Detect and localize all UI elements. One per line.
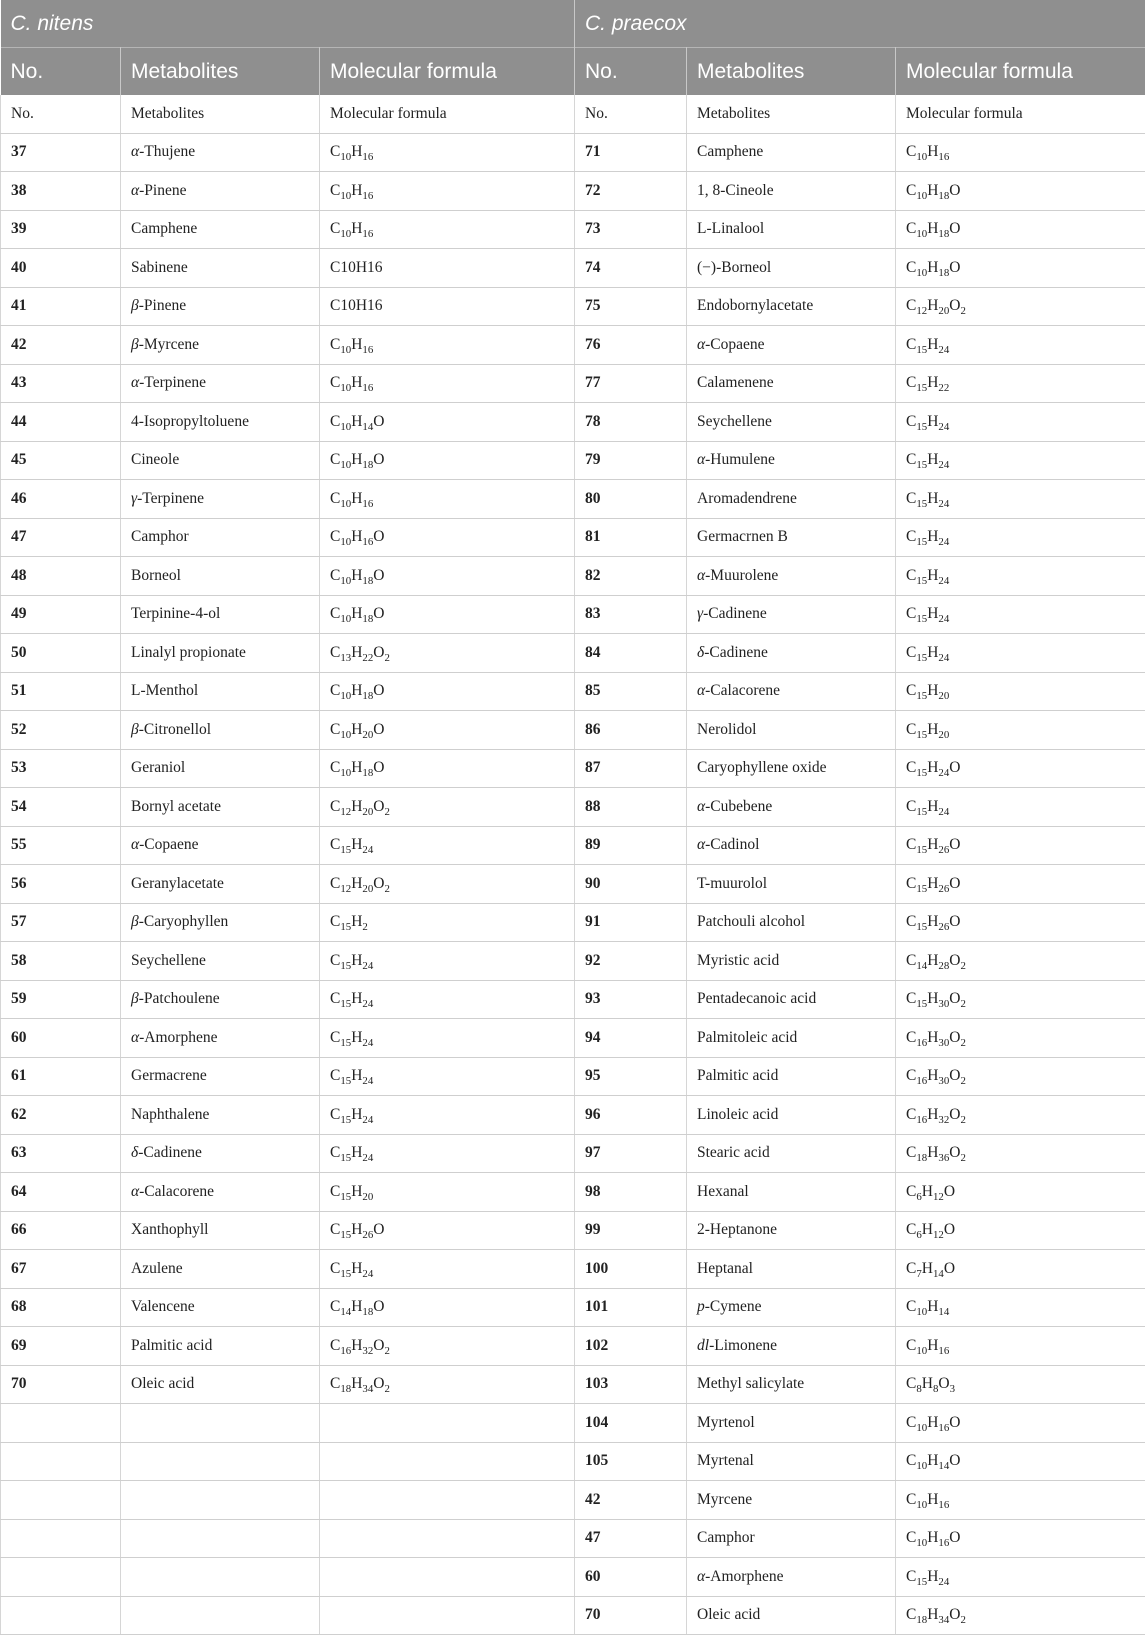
c-nitens-no: 63: [1, 1134, 121, 1173]
c-nitens-formula: C10H16: [320, 249, 575, 288]
c-praecox-metabolite: δ-Cadinene: [687, 634, 896, 673]
c-praecox-no: 102: [575, 1327, 687, 1366]
c-praecox-formula: $C_{10}H_{16}$: [896, 1481, 1145, 1520]
c-nitens-no: 57: [1, 903, 121, 942]
table-row: [1, 210, 1145, 249]
c-nitens-formula: $C_{14}H_{18}O$: [320, 1288, 575, 1327]
c-praecox-metabolite: T-muurolol: [687, 865, 896, 904]
c-nitens-metabolite: Valencene: [121, 1288, 320, 1327]
table-row: [1, 903, 1145, 942]
table-row: [1, 1019, 1145, 1058]
c-praecox-no: 94: [575, 1019, 687, 1058]
c-praecox-metabolite: p-Cymene: [687, 1288, 896, 1327]
c-nitens-no: 59: [1, 980, 121, 1019]
c-nitens-no: 45: [1, 441, 121, 480]
c-praecox-formula: $C_{15}H_{24}$: [896, 1558, 1145, 1597]
c-praecox-metabolite: α-Cadinol: [687, 826, 896, 865]
c-nitens-metabolite: α-Terpinene: [121, 364, 320, 403]
c-nitens-formula: $C_{13}H_{22}O_2$: [320, 634, 575, 673]
c-praecox-formula: $C_{15}H_{24}$: [896, 326, 1145, 365]
table-row: [1, 1404, 1145, 1443]
c-praecox-metabolite: Oleic acid: [687, 1596, 896, 1635]
c-nitens-no: [1, 1481, 121, 1520]
c-praecox-metabolite: dl-Limonene: [687, 1327, 896, 1366]
c-nitens-metabolite: α-Copaene: [121, 826, 320, 865]
c-praecox-metabolite: Stearic acid: [687, 1134, 896, 1173]
c-praecox-metabolite: Linoleic acid: [687, 1096, 896, 1135]
c-nitens-metabolite: Xanthophyll: [121, 1211, 320, 1250]
c-praecox-metabolite: α-Amorphene: [687, 1558, 896, 1597]
c-nitens-metabolite: L-Menthol: [121, 672, 320, 711]
table-row: [1, 403, 1145, 442]
c-praecox-no: 103: [575, 1365, 687, 1404]
c-praecox-metabolite: Palmitic acid: [687, 1057, 896, 1096]
c-praecox-no: 60: [575, 1558, 687, 1597]
c-praecox-formula: $C_{10}H_{16}$: [896, 133, 1145, 172]
c-nitens-formula: $C_{10}H_{18}O$: [320, 557, 575, 596]
c-nitens-metabolite: α-Pinene: [121, 172, 320, 211]
table-row: [1, 826, 1145, 865]
table-row: [1, 1134, 1145, 1173]
c-praecox-formula: $C_{15}H_{26}O$: [896, 865, 1145, 904]
c-praecox-metabolite: α-Copaene: [687, 326, 896, 365]
c-praecox-formula: $C_{10}H_{16}$: [896, 1327, 1145, 1366]
c-praecox-no: 89: [575, 826, 687, 865]
c-nitens-formula: $C_{15}H_{24}$: [320, 1134, 575, 1173]
c-praecox-metabolite: α-Calacorene: [687, 672, 896, 711]
col-header-molecular-formula: Molecular formula: [320, 48, 575, 96]
c-praecox-metabolite: Camphor: [687, 1519, 896, 1558]
c-nitens-metabolite: β-Myrcene: [121, 326, 320, 365]
table-row: [1, 1250, 1145, 1289]
c-nitens-metabolite: Seychellene: [121, 942, 320, 981]
c-nitens-metabolite: β-Caryophyllen: [121, 903, 320, 942]
c-praecox-formula: $C_{15}H_{26}O$: [896, 826, 1145, 865]
c-nitens-formula: [320, 1558, 575, 1597]
c-nitens-metabolite: α-Thujene: [121, 133, 320, 172]
c-nitens-no: 51: [1, 672, 121, 711]
c-praecox-formula: $C_{15}H_{24}$: [896, 480, 1145, 519]
c-praecox-formula: $C_7H_{14}O$: [896, 1250, 1145, 1289]
c-praecox-formula: $C_{16}H_{32}O_2$: [896, 1096, 1145, 1135]
table-row: [1, 172, 1145, 211]
c-praecox-no: 42: [575, 1481, 687, 1520]
c-praecox-metabolite: Caryophyllene oxide: [687, 749, 896, 788]
c-praecox-formula: $C_{15}H_{24}O$: [896, 749, 1145, 788]
c-nitens-no: 54: [1, 788, 121, 827]
c-praecox-no: 79: [575, 441, 687, 480]
c-nitens-metabolite: β-Patchoulene: [121, 980, 320, 1019]
c-nitens-no: 38: [1, 172, 121, 211]
c-nitens-no: 44: [1, 403, 121, 442]
c-nitens-no: 66: [1, 1211, 121, 1250]
c-nitens-metabolite: 4-Isopropyltoluene: [121, 403, 320, 442]
c-nitens-formula: [320, 1481, 575, 1520]
c-praecox-no: 105: [575, 1442, 687, 1481]
c-praecox-no: 96: [575, 1096, 687, 1135]
c-nitens-no: 53: [1, 749, 121, 788]
c-praecox-no: 91: [575, 903, 687, 942]
c-praecox-no: 70: [575, 1596, 687, 1635]
c-praecox-no: 71: [575, 133, 687, 172]
c-nitens-metabolite: α-Calacorene: [121, 1173, 320, 1212]
c-praecox-no: 90: [575, 865, 687, 904]
c-nitens-no: [1, 1404, 121, 1443]
table-row: [1, 942, 1145, 981]
table-row: [1, 749, 1145, 788]
c-nitens-metabolite: Azulene: [121, 1250, 320, 1289]
table-row: [1, 1057, 1145, 1096]
c-praecox-formula: $C_{10}H_{16}O$: [896, 1519, 1145, 1558]
species-c-praecox: C. praecox: [575, 0, 1145, 48]
table-row: [1, 788, 1145, 827]
c-nitens-metabolite: [121, 1481, 320, 1520]
c-nitens-metabolite: Terpinine-4-ol: [121, 595, 320, 634]
c-praecox-metabolite: Myristic acid: [687, 942, 896, 981]
c-nitens-formula: $C_{15}H_{24}$: [320, 942, 575, 981]
species-header-row: [1, 0, 1145, 48]
c-praecox-formula: $C_{15}H_{20}$: [896, 672, 1145, 711]
c-praecox-formula: $C_{15}H_{22}$: [896, 364, 1145, 403]
c-nitens-no: 67: [1, 1250, 121, 1289]
c-nitens-formula: $C_{15}H_{24}$: [320, 1096, 575, 1135]
c-praecox-formula: $C_{15}H_{30}O_2$: [896, 980, 1145, 1019]
subheader-metabolites: Metabolites: [121, 95, 320, 133]
c-nitens-formula: $C_{12}H_{20}O_2$: [320, 788, 575, 827]
c-praecox-metabolite: Methyl salicylate: [687, 1365, 896, 1404]
c-nitens-no: 49: [1, 595, 121, 634]
c-praecox-no: 83: [575, 595, 687, 634]
c-nitens-no: 40: [1, 249, 121, 288]
c-nitens-no: 39: [1, 210, 121, 249]
c-praecox-formula: $C_{16}H_{30}O_2$: [896, 1057, 1145, 1096]
c-nitens-formula: $C_{10}H_{16}$: [320, 364, 575, 403]
c-praecox-no: 78: [575, 403, 687, 442]
c-nitens-metabolite: [121, 1596, 320, 1635]
c-praecox-metabolite: α-Muurolene: [687, 557, 896, 596]
c-nitens-metabolite: Palmitic acid: [121, 1327, 320, 1366]
table-row: [1, 1481, 1145, 1520]
c-praecox-no: 100: [575, 1250, 687, 1289]
c-nitens-formula: $C_{15}H_{24}$: [320, 826, 575, 865]
table-row: [1, 518, 1145, 557]
table-row: [1, 595, 1145, 634]
c-praecox-no: 95: [575, 1057, 687, 1096]
c-nitens-metabolite: β-Citronellol: [121, 711, 320, 750]
c-nitens-no: 41: [1, 287, 121, 326]
c-nitens-no: [1, 1519, 121, 1558]
table-row: [1, 287, 1145, 326]
c-praecox-no: 86: [575, 711, 687, 750]
table-row: [1, 1173, 1145, 1212]
c-praecox-no: 97: [575, 1134, 687, 1173]
c-nitens-metabolite: γ-Terpinene: [121, 480, 320, 519]
c-nitens-no: 47: [1, 518, 121, 557]
c-nitens-metabolite: [121, 1404, 320, 1443]
c-nitens-metabolite: β-Pinene: [121, 287, 320, 326]
c-praecox-metabolite: α-Cubebene: [687, 788, 896, 827]
c-nitens-metabolite: Linalyl propionate: [121, 634, 320, 673]
c-nitens-no: 68: [1, 1288, 121, 1327]
c-nitens-no: 52: [1, 711, 121, 750]
c-praecox-formula: $C_{16}H_{30}O_2$: [896, 1019, 1145, 1058]
c-nitens-metabolite: Camphor: [121, 518, 320, 557]
c-nitens-formula: [320, 1596, 575, 1635]
c-nitens-formula: $C_{15}H_{24}$: [320, 980, 575, 1019]
table-row: [1, 1327, 1145, 1366]
c-praecox-formula: $C_8H_8O_3$: [896, 1365, 1145, 1404]
c-praecox-metabolite: Camphene: [687, 133, 896, 172]
c-nitens-no: 64: [1, 1173, 121, 1212]
c-nitens-formula: $C_{10}H_{16}$: [320, 172, 575, 211]
c-praecox-metabolite: 2-Heptanone: [687, 1211, 896, 1250]
species-c-nitens: C. nitens: [1, 0, 575, 48]
c-praecox-metabolite: γ-Cadinene: [687, 595, 896, 634]
col-header-metabolites: Metabolites: [121, 48, 320, 96]
c-praecox-metabolite: 1, 8-Cineole: [687, 172, 896, 211]
c-nitens-no: 42: [1, 326, 121, 365]
c-praecox-metabolite: Aromadendrene: [687, 480, 896, 519]
c-praecox-no: 104: [575, 1404, 687, 1443]
table-row: [1, 441, 1145, 480]
c-nitens-formula: $C_{10}H_{18}O$: [320, 672, 575, 711]
c-praecox-metabolite: α-Humulene: [687, 441, 896, 480]
table-row: [1, 1288, 1145, 1327]
table-row: [1, 1096, 1145, 1135]
c-nitens-formula: $C_{15}H_2$: [320, 903, 575, 942]
c-nitens-formula: $C_{15}H_{24}$: [320, 1250, 575, 1289]
c-nitens-formula: $C_{15}H_{20}$: [320, 1173, 575, 1212]
c-nitens-metabolite: [121, 1519, 320, 1558]
column-header-row: [1, 48, 1145, 96]
table-row: [1, 480, 1145, 519]
c-praecox-metabolite: Heptanal: [687, 1250, 896, 1289]
col-header-molecular-formula: Molecular formula: [896, 48, 1145, 96]
c-praecox-formula: $C_{10}H_{16}O$: [896, 1404, 1145, 1443]
c-praecox-formula: $C_{15}H_{24}$: [896, 788, 1145, 827]
c-nitens-formula: $C_{15}H_{26}O$: [320, 1211, 575, 1250]
c-praecox-metabolite: Seychellene: [687, 403, 896, 442]
c-praecox-formula: $C_{15}H_{20}$: [896, 711, 1145, 750]
c-nitens-no: 70: [1, 1365, 121, 1404]
c-praecox-metabolite: Myrcene: [687, 1481, 896, 1520]
c-praecox-no: 76: [575, 326, 687, 365]
c-nitens-metabolite: Cineole: [121, 441, 320, 480]
table-row: [1, 711, 1145, 750]
c-praecox-formula: $C_{10}H_{18}O$: [896, 210, 1145, 249]
c-praecox-no: 98: [575, 1173, 687, 1212]
c-praecox-metabolite: Pentadecanoic acid: [687, 980, 896, 1019]
c-praecox-metabolite: Hexanal: [687, 1173, 896, 1212]
c-nitens-formula: [320, 1404, 575, 1443]
col-header-no: No.: [1, 48, 121, 96]
c-nitens-formula: $C_{10}H_{16}$: [320, 133, 575, 172]
c-praecox-formula: $C_{14}H_{28}O_2$: [896, 942, 1145, 981]
c-praecox-formula: $C_{15}H_{24}$: [896, 557, 1145, 596]
c-praecox-no: 75: [575, 287, 687, 326]
c-nitens-metabolite: Geranylacetate: [121, 865, 320, 904]
c-nitens-formula: $C_{10}H_{16}$: [320, 480, 575, 519]
c-nitens-metabolite: Geraniol: [121, 749, 320, 788]
c-nitens-formula: $C_{16}H_{32}O_2$: [320, 1327, 575, 1366]
c-nitens-no: 37: [1, 133, 121, 172]
table-row: [1, 1558, 1145, 1597]
c-praecox-no: 99: [575, 1211, 687, 1250]
table-row: [1, 634, 1145, 673]
col-header-no: No.: [575, 48, 687, 96]
c-praecox-no: 77: [575, 364, 687, 403]
c-nitens-no: 62: [1, 1096, 121, 1135]
c-nitens-formula: $C_{10}H_{16}$: [320, 210, 575, 249]
c-nitens-formula: $C_{10}H_{16}$: [320, 326, 575, 365]
table-row: [1, 1442, 1145, 1481]
c-praecox-formula: $C_{10}H_{14}$: [896, 1288, 1145, 1327]
c-praecox-no: 87: [575, 749, 687, 788]
c-praecox-metabolite: Endobornylacetate: [687, 287, 896, 326]
c-praecox-metabolite: Myrtenal: [687, 1442, 896, 1481]
c-nitens-formula: $C_{10}H_{18}O$: [320, 749, 575, 788]
table-row: [1, 249, 1145, 288]
c-nitens-no: 46: [1, 480, 121, 519]
c-nitens-no: 56: [1, 865, 121, 904]
c-nitens-no: 43: [1, 364, 121, 403]
c-praecox-no: 84: [575, 634, 687, 673]
table-row: [1, 1211, 1145, 1250]
c-nitens-metabolite: Naphthalene: [121, 1096, 320, 1135]
c-praecox-formula: $C_{15}H_{24}$: [896, 634, 1145, 673]
c-praecox-no: 93: [575, 980, 687, 1019]
c-praecox-formula: $C_{10}H_{18}O$: [896, 172, 1145, 211]
c-nitens-metabolite: Sabinene: [121, 249, 320, 288]
c-praecox-metabolite: (−)-Borneol: [687, 249, 896, 288]
c-nitens-formula: $C_{10}H_{14}O$: [320, 403, 575, 442]
c-praecox-metabolite: L-Linalool: [687, 210, 896, 249]
c-praecox-no: 47: [575, 1519, 687, 1558]
c-praecox-formula: $C_{15}H_{26}O$: [896, 903, 1145, 942]
c-nitens-no: 60: [1, 1019, 121, 1058]
c-nitens-metabolite: [121, 1558, 320, 1597]
c-praecox-no: 72: [575, 172, 687, 211]
c-nitens-formula: [320, 1519, 575, 1558]
c-praecox-no: 88: [575, 788, 687, 827]
table-row: [1, 1365, 1145, 1404]
c-nitens-formula: $C_{15}H_{24}$: [320, 1057, 575, 1096]
c-nitens-metabolite: Bornyl acetate: [121, 788, 320, 827]
c-nitens-no: 50: [1, 634, 121, 673]
c-praecox-formula: $C_{15}H_{24}$: [896, 403, 1145, 442]
subheader-molecular-formula: Molecular formula: [896, 95, 1145, 133]
c-nitens-formula: C10H16: [320, 287, 575, 326]
c-nitens-no: 48: [1, 557, 121, 596]
c-nitens-metabolite: Camphene: [121, 210, 320, 249]
c-nitens-metabolite: Germacrene: [121, 1057, 320, 1096]
c-praecox-formula: $C_{10}H_{14}O$: [896, 1442, 1145, 1481]
subheader-no: No.: [1, 95, 121, 133]
table-row: [1, 326, 1145, 365]
repeated-header-row: [1, 95, 1145, 133]
c-nitens-formula: $C_{18}H_{34}O_2$: [320, 1365, 575, 1404]
c-praecox-no: 81: [575, 518, 687, 557]
subheader-metabolites: Metabolites: [687, 95, 896, 133]
table-row: [1, 557, 1145, 596]
subheader-no: No.: [575, 95, 687, 133]
c-praecox-no: 92: [575, 942, 687, 981]
subheader-molecular-formula: Molecular formula: [320, 95, 575, 133]
c-nitens-no: 61: [1, 1057, 121, 1096]
c-nitens-metabolite: Borneol: [121, 557, 320, 596]
c-praecox-metabolite: Nerolidol: [687, 711, 896, 750]
c-praecox-formula: $C_6H_{12}O$: [896, 1173, 1145, 1212]
c-praecox-metabolite: Palmitoleic acid: [687, 1019, 896, 1058]
c-praecox-formula: $C_{15}H_{24}$: [896, 518, 1145, 557]
c-praecox-no: 80: [575, 480, 687, 519]
c-nitens-formula: $C_{10}H_{16}O$: [320, 518, 575, 557]
c-nitens-metabolite: [121, 1442, 320, 1481]
c-nitens-metabolite: α-Amorphene: [121, 1019, 320, 1058]
table-row: [1, 364, 1145, 403]
c-nitens-no: [1, 1558, 121, 1597]
table-row: [1, 1596, 1145, 1635]
c-praecox-no: 73: [575, 210, 687, 249]
c-nitens-no: 69: [1, 1327, 121, 1366]
c-praecox-no: 85: [575, 672, 687, 711]
c-praecox-formula: $C_{15}H_{24}$: [896, 441, 1145, 480]
c-praecox-no: 101: [575, 1288, 687, 1327]
c-praecox-formula: $C_{18}H_{34}O_2$: [896, 1596, 1145, 1635]
table-row: [1, 980, 1145, 1019]
c-nitens-no: [1, 1596, 121, 1635]
col-header-metabolites: Metabolites: [687, 48, 896, 96]
c-praecox-metabolite: Germacrnen B: [687, 518, 896, 557]
c-praecox-formula: $C_{12}H_{20}O_2$: [896, 287, 1145, 326]
c-nitens-formula: $C_{10}H_{18}O$: [320, 595, 575, 634]
c-praecox-formula: $C_{18}H_{36}O_2$: [896, 1134, 1145, 1173]
c-nitens-formula: [320, 1442, 575, 1481]
c-praecox-no: 82: [575, 557, 687, 596]
c-praecox-formula: $C_{10}H_{18}O$: [896, 249, 1145, 288]
c-nitens-formula: $C_{15}H_{24}$: [320, 1019, 575, 1058]
table-row: [1, 133, 1145, 172]
table-row: [1, 672, 1145, 711]
c-praecox-formula: $C_6H_{12}O$: [896, 1211, 1145, 1250]
c-nitens-no: [1, 1442, 121, 1481]
c-nitens-no: 55: [1, 826, 121, 865]
c-praecox-formula: $C_{15}H_{24}$: [896, 595, 1145, 634]
c-nitens-metabolite: δ-Cadinene: [121, 1134, 320, 1173]
c-praecox-no: 74: [575, 249, 687, 288]
c-praecox-metabolite: Calamenene: [687, 364, 896, 403]
c-nitens-formula: $C_{10}H_{20}O$: [320, 711, 575, 750]
c-praecox-metabolite: Myrtenol: [687, 1404, 896, 1443]
c-nitens-no: 58: [1, 942, 121, 981]
table-row: [1, 865, 1145, 904]
table-row: [1, 1519, 1145, 1558]
c-nitens-formula: $C_{10}H_{18}O$: [320, 441, 575, 480]
c-praecox-metabolite: Patchouli alcohol: [687, 903, 896, 942]
c-nitens-metabolite: Oleic acid: [121, 1365, 320, 1404]
c-nitens-formula: $C_{12}H_{20}O_2$: [320, 865, 575, 904]
